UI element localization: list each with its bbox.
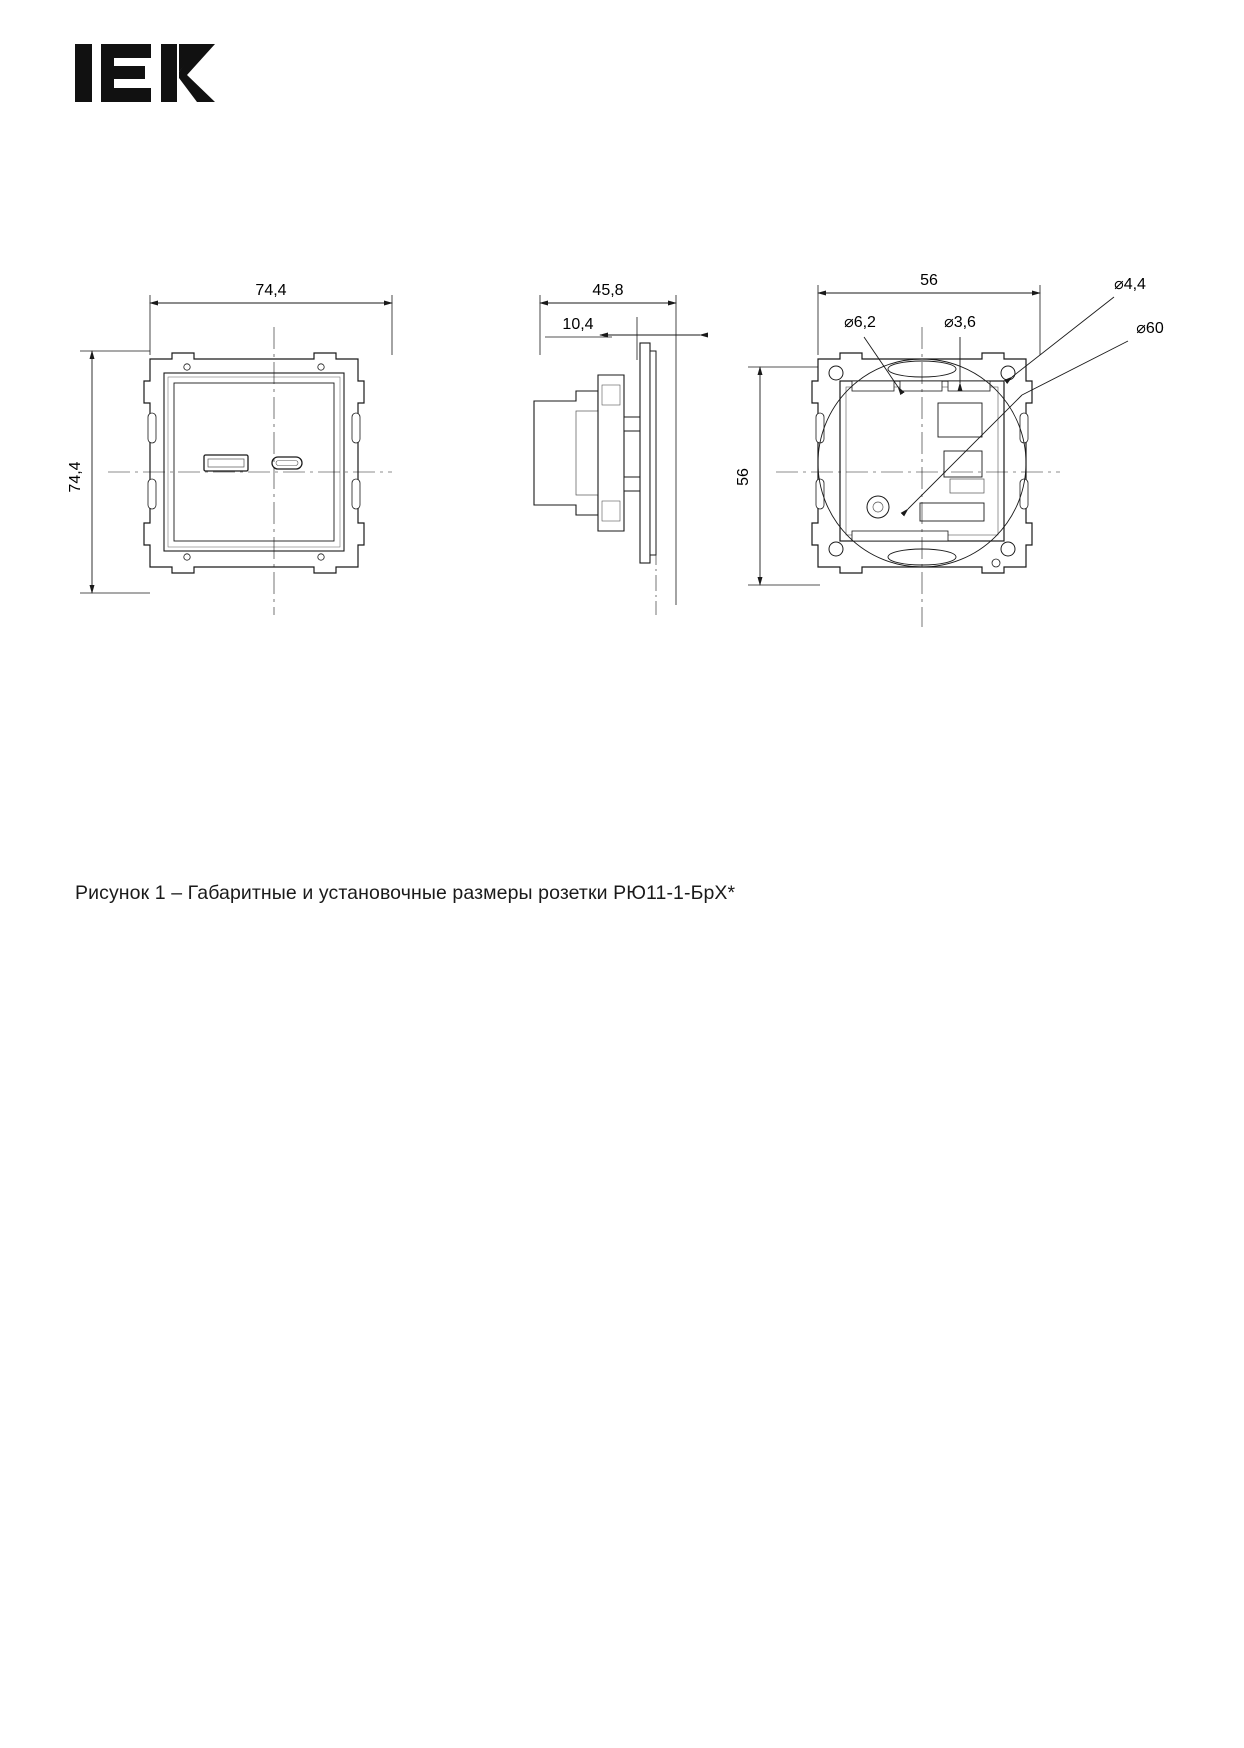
iek-logo (75, 42, 215, 104)
dim-d60: ⌀60 (1136, 320, 1164, 337)
dim-side-depth: 45,8 (592, 282, 624, 299)
dim-rear-width: 56 (920, 272, 938, 289)
dim-front-height: 74,4 (67, 461, 84, 493)
dim-d62: ⌀6,2 (844, 314, 876, 331)
dim-side-front: 10,4 (562, 316, 594, 333)
rear-view (735, 272, 1164, 627)
front-view (67, 282, 392, 615)
dim-front-width: 74,4 (255, 282, 287, 299)
dim-d36: ⌀3,6 (944, 314, 976, 331)
dim-rear-height: 56 (735, 468, 752, 486)
figure-caption: Рисунок 1 – Габаритные и установочные размеры розетки РЮ11-1-БрХ* (75, 882, 736, 904)
side-view (534, 282, 700, 615)
technical-drawing (0, 255, 1244, 655)
dim-d44: ⌀4,4 (1114, 276, 1146, 293)
